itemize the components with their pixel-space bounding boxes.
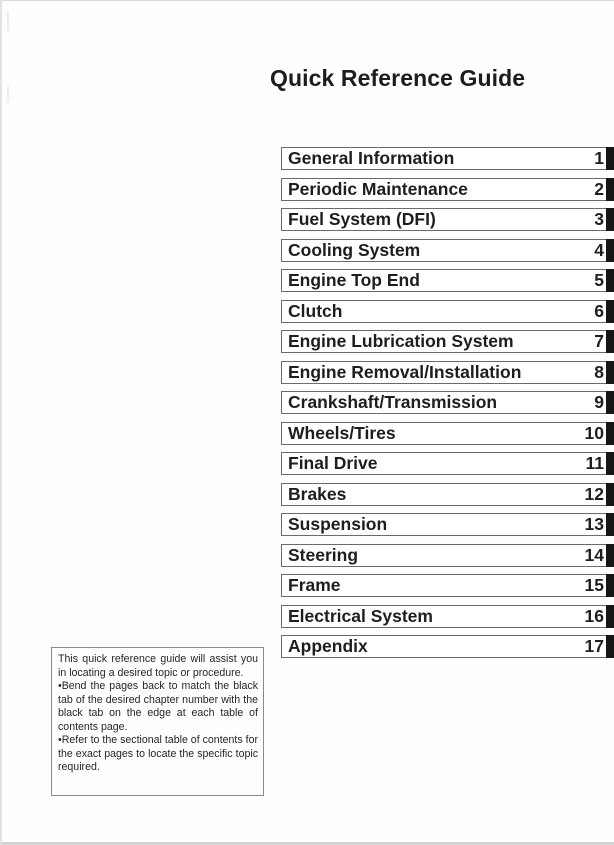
chapter-label: Frame (288, 575, 341, 595)
chapter-row-6[interactable] (281, 300, 614, 323)
info-bullet: •Bend the pages back to match the black tab of the desired chapter number with the black tab on the edge at each table of contents page. (58, 680, 258, 733)
chapter-row-5[interactable] (281, 269, 614, 292)
chapter-black-tab (606, 635, 614, 658)
chapter-number: 16 (584, 605, 604, 626)
chapter-row-3[interactable] (281, 208, 614, 231)
chapter-number: 10 (584, 422, 604, 443)
chapter-row-15[interactable] (281, 574, 614, 597)
chapter-label: Electrical System (288, 605, 433, 626)
chapter-number: 3 (594, 209, 604, 229)
chapter-black-tab (606, 239, 614, 262)
chapter-number: 17 (584, 636, 604, 656)
chapter-label: Cooling System (288, 239, 421, 260)
chapter-label: Suspension (288, 514, 388, 534)
chapter-label: Appendix (288, 636, 368, 656)
chapter-row-9[interactable] (281, 391, 614, 414)
chapter-label: Final Drive (288, 453, 378, 473)
chapter-row-7[interactable] (281, 330, 614, 353)
scan-artifact (7, 86, 9, 102)
chapter-label: Periodic Maintenance (288, 178, 468, 199)
info-intro: This quick reference guide will assist you in locating a desired topic or procedure. (58, 653, 258, 679)
chapter-black-tab (606, 330, 614, 353)
chapter-black-tab (606, 269, 614, 292)
chapter-number: 6 (594, 300, 604, 321)
chapter-black-tab (606, 422, 614, 445)
chapter-number: 8 (594, 361, 604, 382)
chapter-black-tab (606, 147, 614, 170)
page-title: Quick Reference Guide (270, 65, 526, 91)
chapter-label: Brakes (288, 483, 347, 504)
info-bullet: •Refer to the sectional table of contents for the exact pages to locate the specific topic required. (58, 734, 258, 773)
chapter-label: Steering (288, 544, 359, 565)
chapter-label: Engine Top End (288, 270, 420, 290)
chapter-number: 15 (584, 575, 604, 595)
chapter-number: 9 (594, 392, 604, 412)
chapter-black-tab (606, 574, 614, 597)
chapter-number: 14 (584, 544, 604, 565)
chapter-label: Engine Removal/Installation (288, 361, 522, 382)
chapter-label: General Information (288, 148, 455, 168)
chapter-number: 5 (594, 270, 604, 290)
chapter-black-tab (606, 544, 614, 567)
chapter-black-tab (606, 391, 614, 414)
chapter-number: 4 (594, 239, 604, 260)
chapter-number: 13 (584, 514, 604, 534)
chapter-row-17[interactable] (281, 635, 614, 658)
chapter-label: Wheels/Tires (288, 422, 396, 443)
chapter-row-2[interactable] (281, 178, 614, 201)
chapter-row-12[interactable] (281, 483, 614, 506)
chapter-black-tab (606, 300, 614, 323)
chapter-number: 2 (594, 178, 604, 199)
chapter-row-14[interactable] (281, 544, 614, 567)
chapter-number: 11 (585, 453, 604, 473)
chapter-number: 12 (584, 483, 604, 504)
scan-artifact (7, 11, 9, 31)
chapter-black-tab (606, 605, 614, 628)
chapter-number: 7 (594, 331, 604, 351)
chapter-row-10[interactable] (281, 422, 614, 445)
chapter-black-tab (606, 361, 614, 384)
chapter-row-11[interactable] (281, 452, 614, 475)
chapter-label: Clutch (288, 300, 343, 321)
chapter-black-tab (606, 178, 614, 201)
chapter-row-8[interactable] (281, 361, 614, 384)
chapter-label: Engine Lubrication System (288, 331, 514, 351)
chapter-label: Crankshaft/Transmission (288, 392, 498, 412)
chapter-black-tab (606, 513, 614, 536)
chapter-black-tab (606, 483, 614, 506)
chapter-number: 1 (594, 148, 604, 168)
chapter-row-13[interactable] (281, 513, 614, 536)
chapter-label: Fuel System (DFI) (288, 209, 436, 229)
chapter-row-16[interactable] (281, 605, 614, 628)
chapter-row-4[interactable] (281, 239, 614, 262)
chapter-black-tab (606, 208, 614, 231)
chapter-row-1[interactable] (281, 147, 614, 170)
info-box (51, 647, 264, 796)
chapter-black-tab (606, 452, 614, 475)
